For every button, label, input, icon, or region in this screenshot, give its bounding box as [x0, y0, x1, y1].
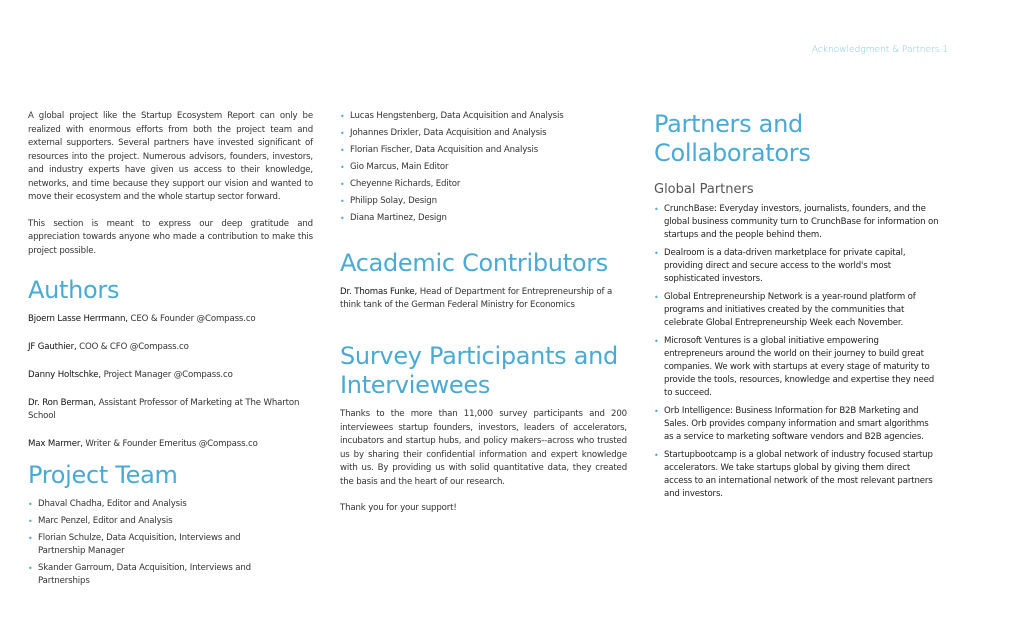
author-name: JF Gauthier, — [28, 342, 77, 352]
partner-item: • CrunchBase: Everyday investors, journalists, founders, and the global business community turn to CrunchBase for information on startups and the people behind them. — [654, 204, 939, 240]
project-team-list-continued — [340, 110, 627, 225]
bullet-icon: • — [654, 451, 659, 460]
partner-item: • Microsoft Ventures is a global initiative empowering entrepreneurs around the world on their journey to build great companies. We work with startups at every stage of maturity to provide the tools, resources, knowledge and expertise they need to succeed. — [654, 336, 935, 398]
column-right — [654, 110, 939, 506]
partner-item: • Global Entrepreneurship Network is a year-round platform of programs and initiatives created by the communities that celebrate Global Entrepreneurship Week each November. — [654, 292, 916, 328]
bullet-icon: • — [28, 517, 33, 526]
partner-item: • Orb Intelligence: Business Information for B2B Marketing and Sales. Orb provides company information and smart algorithms as a service to marketing software vendors and B2B agencies. — [654, 406, 929, 442]
authors-heading: Authors — [28, 276, 120, 304]
bullet-icon: • — [340, 197, 345, 206]
author-role: CEO & Founder @Compass.co — [127, 314, 256, 324]
bullet-icon: • — [340, 146, 345, 155]
author-role: COO & CFO @Compass.co — [76, 342, 189, 352]
intro-paragraph: A global project like the Startup Ecosystem Report can only be realized with enormous efforts from both the project team and external supporters. Several partners have invested significant of resources into the project. Numerous advisors, founders, investors, and industry experts have given us access to their knowledge, networks, and time because they support our vision and wanted to move their ecosystem and the whole startup sector forward. — [28, 111, 313, 202]
bullet-icon: • — [340, 112, 345, 121]
academic-role: Head of Department for Entrepreneurship of a think tank of the German Federal Ministry for Economics — [340, 287, 613, 310]
bullet-icon: • — [654, 293, 659, 302]
author-role: Writer & Founder Emeritus @Compass.co — [82, 439, 258, 449]
list-item: • Florian Fischer, Data Acquisition and Analysis — [340, 145, 539, 155]
partners-list — [654, 203, 939, 501]
survey-paragraph: Thanks to the more than 11,000 survey participants and 200 interviewees startup founders, investors, leaders of accelerators, incubators and startup hubs, and policy makers--across who trusted us by sharing their confidential information and expert knowledge with us. By providing us with solid quantitative data, they created the basis and the heart of our research. — [340, 409, 627, 487]
partner-item: • Dealroom is a data-driven marketplace for private capital, providing direct and secure access to the world's most sophisticated investors. — [654, 248, 906, 284]
author-role: Assistant Professor of Marketing at The Wharton School — [28, 398, 300, 421]
academic-heading: Academic Contributors — [340, 249, 608, 277]
partners-heading: Partners and Collaborators — [654, 110, 811, 167]
author-name: Max Marmer, — [28, 439, 83, 449]
project-team-heading: Project Team — [28, 461, 178, 489]
list-item: • Dhaval Chadha, Editor and Analysis — [28, 499, 187, 509]
partner-item: • Startupbootcamp is a global network of industry focused startup accelerators. We take startups global by giving them direct access to an international network of the most relevant partners and investors. — [654, 450, 933, 499]
column-left — [28, 110, 313, 592]
list-item: • Florian Schulze, Data Acquisition, Interviews and Partnership Manager — [28, 533, 241, 556]
author-name: Dr. Ron Berman, — [28, 398, 96, 408]
list-item: • Diana Martinez, Design — [340, 213, 447, 223]
author-name: Bjoern Lasse Herrmann, — [28, 314, 128, 324]
bullet-icon: • — [340, 129, 345, 138]
thanks-line: Thank you for your support! — [340, 503, 457, 513]
bullet-icon: • — [654, 249, 659, 258]
author-role: Project Manager @Compass.co — [101, 370, 233, 380]
bullet-icon: • — [28, 534, 33, 543]
project-team-list — [28, 498, 258, 588]
list-item: • Marc Penzel, Editor and Analysis — [28, 516, 173, 526]
global-partners-subheading: Global Partners — [654, 182, 754, 197]
academic-name: Dr. Thomas Funke, — [340, 287, 418, 297]
running-header: Acknowledgment & Partners 1 — [811, 45, 948, 55]
intro-paragraph: This section is meant to express our deep gratitude and appreciation towards anyone who made a contribution to make this project possible. — [28, 218, 313, 256]
list-item: • Lucas Hengstenberg, Data Acquisition and Analysis — [340, 111, 564, 121]
survey-heading: Survey Participants and Interviewees — [340, 342, 618, 399]
bullet-icon: • — [340, 163, 345, 172]
author-name: Danny Holtschke, — [28, 370, 102, 380]
academic-entry — [340, 286, 627, 312]
bullet-icon: • — [654, 205, 659, 214]
list-item: • Cheyenne Richards, Editor — [340, 179, 461, 189]
author-entry — [28, 397, 313, 423]
list-item: • Skander Garroum, Data Acquisition, Interviews and Partnerships — [28, 563, 251, 586]
bullet-icon: • — [654, 337, 659, 346]
author-entry — [28, 313, 313, 326]
column-middle — [340, 110, 627, 529]
bullet-icon: • — [340, 214, 345, 223]
bullet-icon: • — [28, 564, 33, 573]
author-entry — [28, 369, 313, 382]
author-entry — [28, 438, 313, 451]
list-item: • Johannes Drixler, Data Acquisition and Analysis — [340, 128, 547, 138]
author-entry — [28, 341, 313, 354]
list-item: • Philipp Solay, Design — [340, 196, 437, 206]
bullet-icon: • — [654, 407, 659, 416]
bullet-icon: • — [28, 500, 33, 509]
list-item: • Gio Marcus, Main Editor — [340, 162, 449, 172]
bullet-icon: • — [340, 180, 345, 189]
